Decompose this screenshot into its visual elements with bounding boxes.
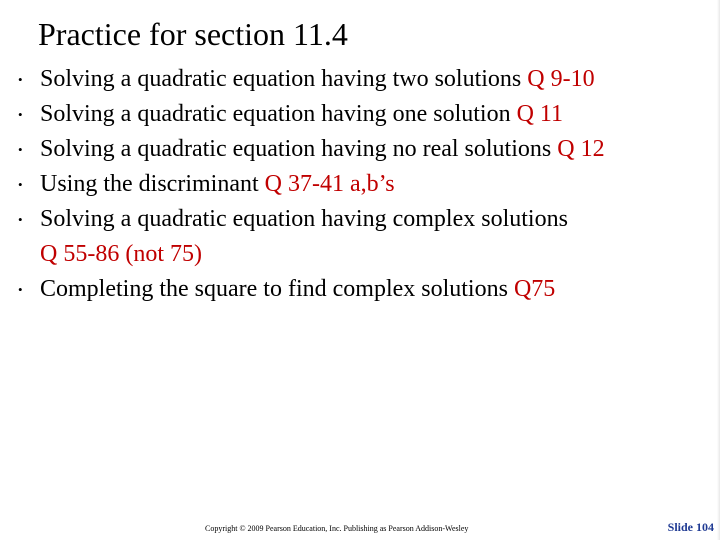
question-reference: Q 11 (516, 101, 564, 127)
slide-number: Slide 104 (667, 520, 714, 534)
bullet-text: Solving a quadratic equation having no real solutions (40, 136, 558, 162)
question-reference: Q 37-41 a,b’s (264, 171, 395, 197)
bullet-text: Solving a quadratic equation having complex solutions (40, 206, 568, 232)
question-reference: Q 55-86 (not 75) (40, 241, 202, 267)
slide-title: Practice for section 11.4 (38, 16, 348, 52)
bullet-dot-icon: • (18, 212, 23, 227)
bullet-text: Completing the square to find complex solutions (40, 276, 514, 302)
bullet-text: Solving a quadratic equation having two solutions (40, 66, 528, 92)
bullet-dot-icon: • (18, 72, 23, 87)
question-reference: Q75 (513, 276, 556, 302)
bullet-dot-icon: • (18, 142, 23, 157)
bullet-item (18, 97, 708, 132)
bullet-list (18, 62, 708, 307)
bullet-text: Using the discriminant (40, 171, 265, 197)
bullet-dot-icon: • (18, 107, 23, 122)
bullet-item (18, 272, 708, 307)
question-reference: Q 9-10 (527, 66, 595, 92)
bullet-item (18, 62, 708, 97)
bullet-dot-icon: • (18, 177, 23, 192)
footer-copyright: Copyright © 2009 Pearson Education, Inc. Publishing as Pearson Addison-Wesley (205, 524, 469, 533)
bullet-text: Solving a quadratic equation having one solution (40, 101, 517, 127)
bullet-item (18, 167, 708, 202)
bullet-item (18, 132, 708, 167)
bullet-dot-icon: • (18, 282, 23, 297)
bullet-item (18, 202, 708, 272)
question-reference: Q 12 (557, 136, 605, 162)
